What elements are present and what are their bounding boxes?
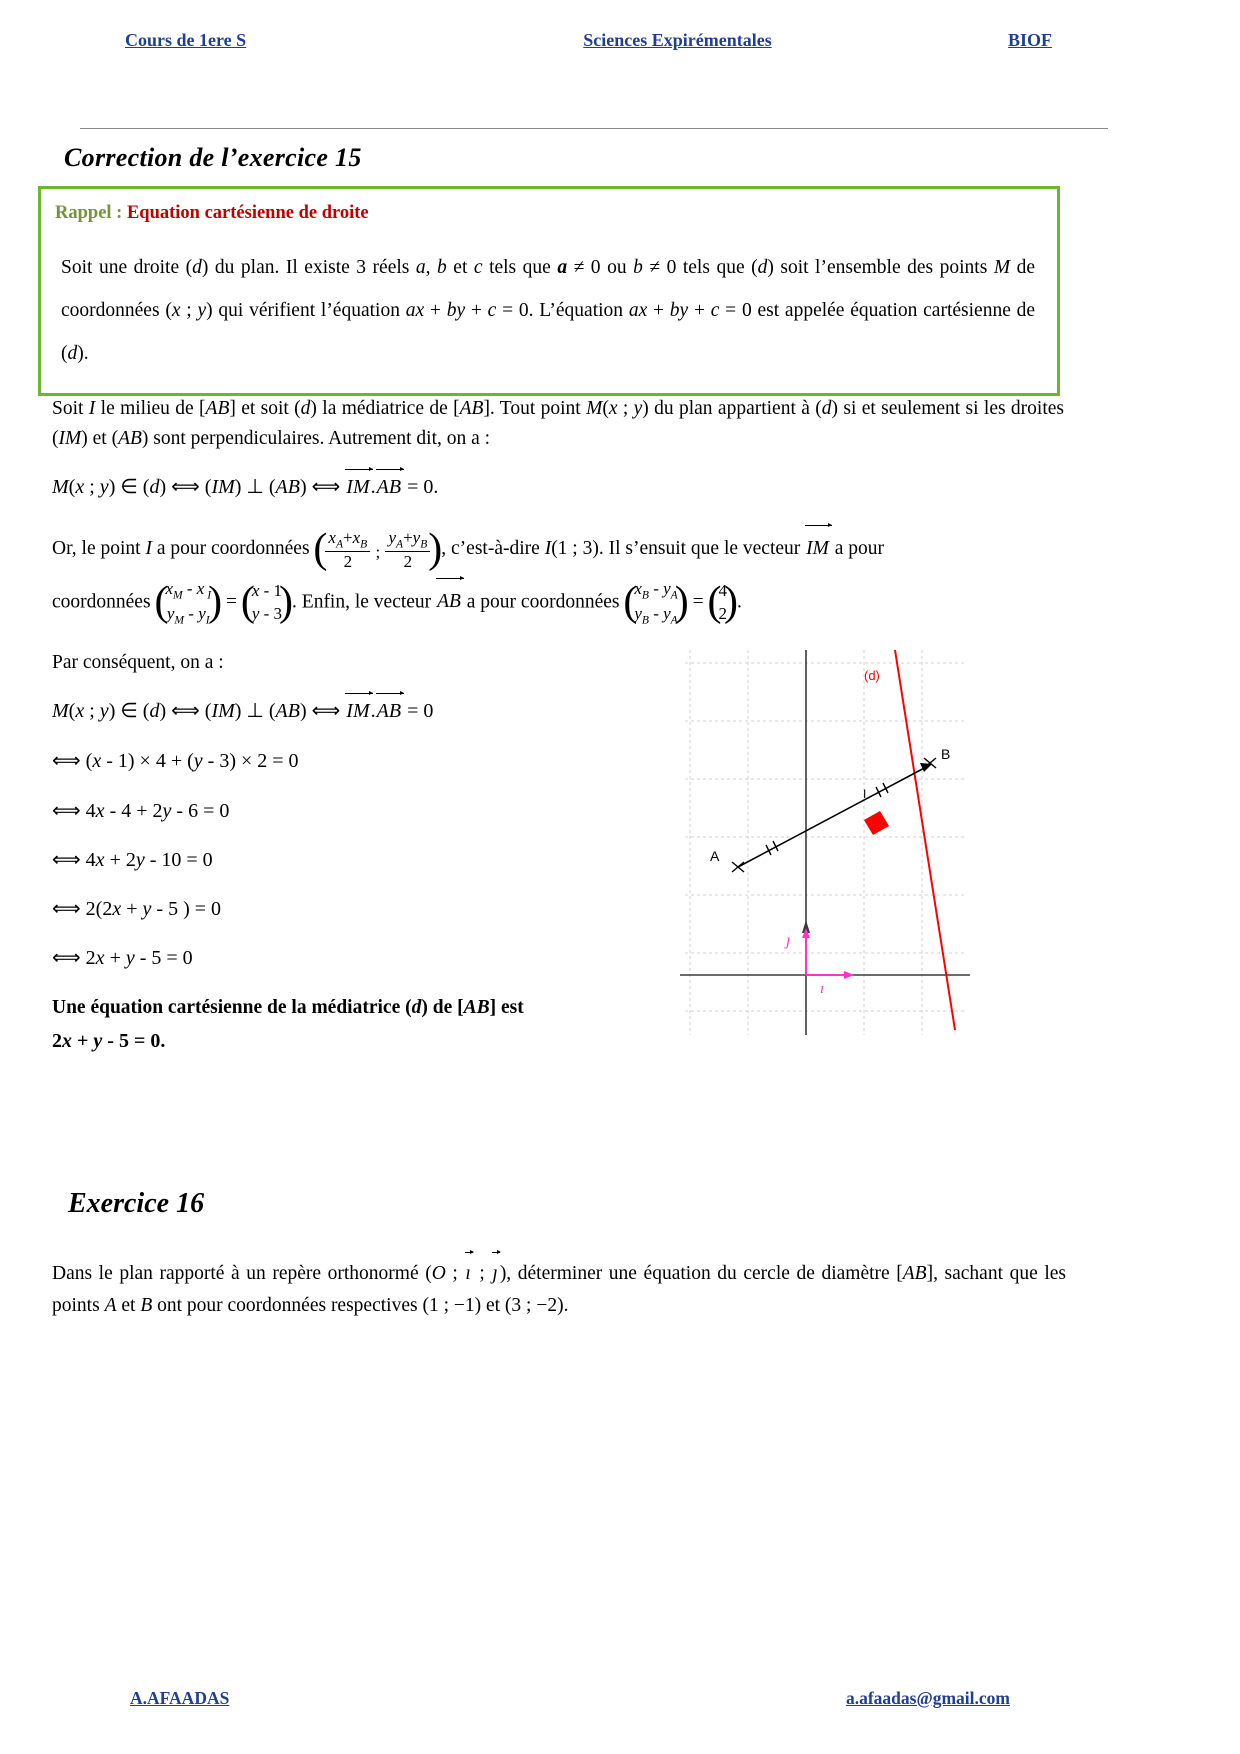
conclusion-line-1: Une équation cartésienne de la médiatrice (d) de [AB] est [52,997,524,1018]
equation-orthogonality: M(x ; y) ∈ (d) ⟺ (IM) ⊥ (AB) ⟺ IM.AB = 0. [52,476,439,498]
point-A-marker [732,862,744,872]
paragraph-mediatrice: Soit I le milieu de [AB] et soit (d) la médiatrice de [AB]. Tout point M(x ; y) du plan appartient à (d) si et seulement si les droites (IM) et (AB) sont perpendiculaires. Autrement dit, on a : [52,398,1065,449]
vector-IM: IM [346,476,370,498]
exercise-16-text: Dans le plan rapporté à un repère orthonormé (O ; ı ; ȷ ), déterminer une équation du cercle de diamètre [AB], sachant que les points A et B ont pour coordonnées respectives (1 ; −1) et (3 ; −2). [52,1258,1066,1322]
rappel-label: Rappel : [55,203,123,223]
unit-vectors [806,933,850,975]
label-B: B [941,746,951,762]
footer-author-text: A.AFAADAS [130,1688,230,1708]
step-equation-1: M(x ; y) ∈ (d) ⟺ (IM) ⊥ (AB) ⟺ IM.AB = 0 [52,700,434,722]
footer-author [80,1688,229,1709]
label-I: I [863,787,867,801]
page-title: Correction de l’exercice 15 [64,143,362,172]
vector-AB-3: AB [376,700,402,722]
rappel-box [38,186,1060,396]
step-equation-6: ⟺ 2x + y ‑ 5 = 0 [52,947,193,969]
i-vector-arrow [844,971,854,979]
page-footer [80,1688,1140,1709]
point-B-marker [924,758,936,768]
step-equation-5: ⟺ 2(2x + y ‑ 5 ) = 0 [52,898,222,920]
paragraph-consequence: Par conséquent, on a : [52,652,224,673]
vector-IM-3: IM [346,700,370,722]
label-A: A [710,848,720,864]
axes [680,650,970,1035]
conclusion-line-2: 2x + y ‑ 5 = 0. [52,1030,166,1052]
fraction-x: ( $\frac{x_A+x_B}{2}$ [325,528,370,571]
vector-AB-2: AB [436,585,462,619]
vector-IM-components: ( $x_M$ ‑ x $_I$ $y_M$ ‑ $y_I$ ) [155,578,221,628]
vector-IM-2: IM [805,532,830,566]
vector-AB: AB [376,476,402,498]
header-left-text: Cours de 1ere S [125,30,247,50]
rappel-body: Soit une droite (d) du plan. Il existe 3 réels a, b et c tels que a ≠ 0 ou b ≠ 0 tels que (d) soit l’ensemble des points M de coordonnées (x ; y) qui vérifient l’équation ax + by + c = 0. L’équation ax + by + c = 0 est appelée équation cartésienne de (d). [61,257,1036,364]
i-vector-inline: ı [464,1258,472,1290]
header-middle-text: Sciences Expirémentales [583,30,772,50]
header-divider [80,128,1108,129]
vector-AB-values: ( 4 2 ) [708,580,737,626]
rappel-subject: Equation cartésienne de droite [126,203,369,223]
header-right-text: BIOF [1007,30,1052,50]
vector-AB-components: ( $x_B$ ‑ $y_A$ $y_B$ ‑ $y_A$ ) [624,578,687,628]
vector-IM-values: ( x ‑ 1 y ‑ 3 ) [242,580,292,626]
geometry-figure [680,645,970,1040]
label-i-vector: ı⃗ [820,981,836,997]
header-middle [455,30,900,51]
header-left [80,30,455,51]
page-header [80,30,1160,51]
j-vector-inline: ȷ [491,1258,499,1290]
rappel-title [55,203,1041,224]
header-right [900,30,1160,51]
paragraph-vectors: coordonnées ( $x_M$ ‑ x $_I$ $y_M$ ‑ $y_I$ ) = ( x ‑ 1 y ‑ 3 ). Enfin, le vecteur AB a pour coordonnées ( $x_B$ ‑ $y_A$ $y_B$ ‑ $y_A$ ) = ( 4 2 ). [52,578,1064,628]
step-equation-3: ⟺ 4x ‑ 4 + 2y ‑ 6 = 0 [52,800,230,822]
fraction-y: $\frac{y_A+y_B}{2}$ [385,528,430,571]
footer-email-text[interactable]: a.afaadas@gmail.com [845,1688,1010,1708]
midpoint-coordinates: ( $\frac{x_A+x_B}{2}$ ; $\frac{y_A+y_B}{2}$ ) [314,528,441,571]
figure-svg [680,645,970,1040]
right-angle-square [864,811,889,835]
paragraph-midpoint: Or, le point I a pour coordonnées ( $\frac{x_A+x_B}{2}$ ; $\frac{y_A+y_B}{2}$ ) , c’est-à-dire I(1 ; 3). Il s’ensuit que le vecteur IM a pour [52,528,1064,571]
segment-AB [738,765,930,867]
step-equation-2: ⟺ (x ‑ 1) × 4 + (y ‑ 3) × 2 = 0 [52,750,299,772]
grid-lines [685,650,966,1035]
footer-email[interactable] [846,1688,1140,1709]
step-equation-4: ⟺ 4x + 2y ‑ 10 = 0 [52,849,213,871]
line-d [895,650,955,1030]
label-d: (d) [864,668,880,683]
label-j-vector: ȷ⃗ [786,932,803,949]
exercise-16-title: Exercice 16 [68,1188,205,1219]
